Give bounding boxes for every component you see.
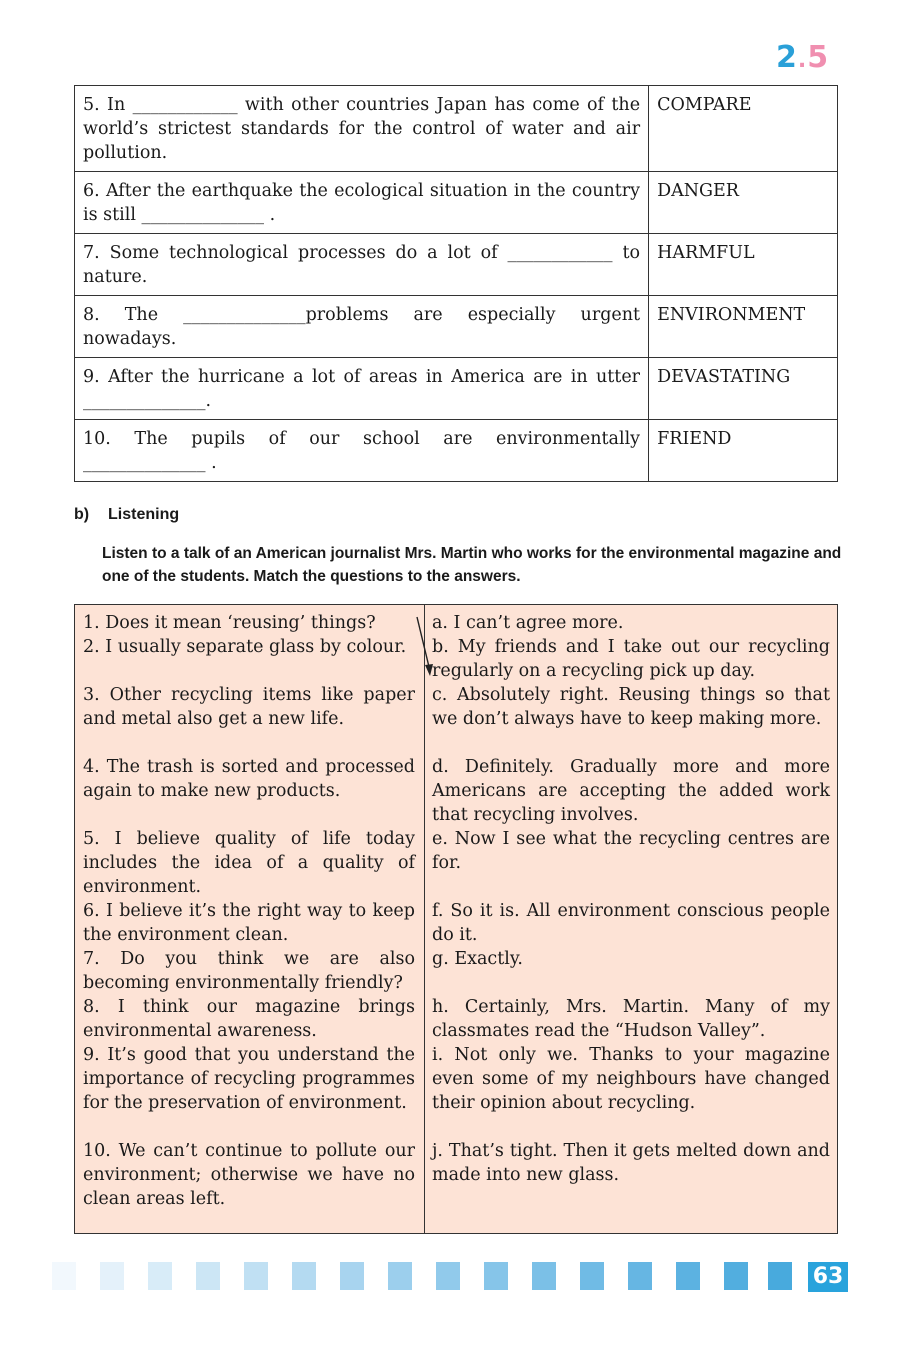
answer-item: c. Absolutely right. Reusing things so that we don’t always have to keep making more. <box>432 685 830 729</box>
question-item: 6. I believe it’s the right way to keep the environment clean. <box>83 901 415 945</box>
page-number: 63 <box>808 1262 848 1292</box>
answer-item: e. Now I see what the recycling centres are for. <box>432 829 830 873</box>
sentence-cell: 9. After the hurricane a lot of areas in America are in utter ______________. <box>75 358 649 420</box>
answer-item: j. That’s tight. Then it gets melted down and made into new glass. <box>432 1141 830 1185</box>
decor-square <box>484 1262 508 1290</box>
answer-item: d. Definitely. Gradually more and more Americans are accepting the added work that recycling involves. <box>432 757 830 825</box>
decor-square <box>388 1262 412 1290</box>
question-item: 4. The trash is sorted and processed again to make new products. <box>83 757 415 801</box>
table-row <box>75 358 838 420</box>
instruction-text: Listen to a talk of an American journalist Mrs. Martin who works for the environmental magazine and one of the students. Match the questions to the answers. <box>102 545 842 585</box>
sentence-cell: 8. The ______________problems are especially urgent nowadays. <box>75 296 649 358</box>
table-row <box>75 420 838 482</box>
answer-item: g. Exactly. <box>432 949 523 969</box>
answer-item: h. Certainly, Mrs. Martin. Many of my classmates read the “Hudson Valley”. <box>432 997 830 1041</box>
answer-item: a. I can’t agree more. <box>432 613 624 633</box>
decor-square <box>676 1262 700 1290</box>
question-item: 10. We can’t continue to pollute our environment; otherwise we have no clean areas left. <box>83 1141 415 1209</box>
sentence-cell: 5. In ____________ with other countries Japan has come of the world’s strictest standards for the control of water and air pollution. <box>75 86 649 172</box>
decor-square <box>292 1262 316 1290</box>
question-item: 9. It’s good that you understand the importance of recycling programmes for the preservation of environment. <box>83 1045 415 1113</box>
question-item: 5. I believe quality of life today includes the idea of a quality of environment. <box>83 829 415 897</box>
decor-square <box>436 1262 460 1290</box>
keyword-cell: FRIEND <box>649 420 838 482</box>
keyword-cell: DANGER <box>649 172 838 234</box>
table-row <box>75 86 838 172</box>
question-item: 2. I usually separate glass by colour. <box>83 637 407 657</box>
question-item: 8. I think our magazine brings environmental awareness. <box>83 997 415 1041</box>
decor-square <box>340 1262 364 1290</box>
decor-square <box>100 1262 124 1290</box>
decor-square <box>52 1262 76 1290</box>
arrow-icon <box>415 615 433 677</box>
keyword-cell: COMPARE <box>649 86 838 172</box>
table-row <box>75 296 838 358</box>
sentence-cell: 10. The pupils of our school are environmentally ______________ . <box>75 420 649 482</box>
decor-square <box>580 1262 604 1290</box>
table-row <box>75 172 838 234</box>
decor-square <box>244 1262 268 1290</box>
keyword-cell: ENVIRONMENT <box>649 296 838 358</box>
answer-item: i. Not only we. Thanks to your magazine even some of my neighbours have changed their opinion about recycling. <box>432 1045 830 1113</box>
answer-item: b. My friends and I take out our recycling regularly on a recycling pick up day. <box>432 637 830 681</box>
word-formation-table <box>74 85 838 482</box>
sentence-cell: 7. Some technological processes do a lot of ____________ to nature. <box>75 234 649 296</box>
answer-item: f. So it is. All environment conscious people do it. <box>432 901 830 945</box>
sentence-cell: 6. After the earthquake the ecological situation in the country is still ______________ . <box>75 172 649 234</box>
table-row <box>75 234 838 296</box>
decor-square <box>196 1262 220 1290</box>
keyword-cell: DEVASTATING <box>649 358 838 420</box>
decor-square <box>532 1262 556 1290</box>
section-heading: b) Listening <box>74 506 180 523</box>
question-item: 1. Does it mean ‘reusing’ things? <box>83 613 376 633</box>
matching-table <box>74 604 838 1234</box>
decor-square <box>768 1262 792 1290</box>
page-decoration-bar <box>0 1262 918 1292</box>
column-divider <box>424 605 425 1233</box>
keyword-cell: HARMFUL <box>649 234 838 296</box>
question-item: 7. Do you think we are also becoming environmentally friendly? <box>83 949 415 993</box>
unit-number: 2.5 <box>776 40 830 75</box>
decor-square <box>724 1262 748 1290</box>
decor-square <box>628 1262 652 1290</box>
decor-square <box>148 1262 172 1290</box>
question-item: 3. Other recycling items like paper and metal also get a new life. <box>83 685 415 729</box>
